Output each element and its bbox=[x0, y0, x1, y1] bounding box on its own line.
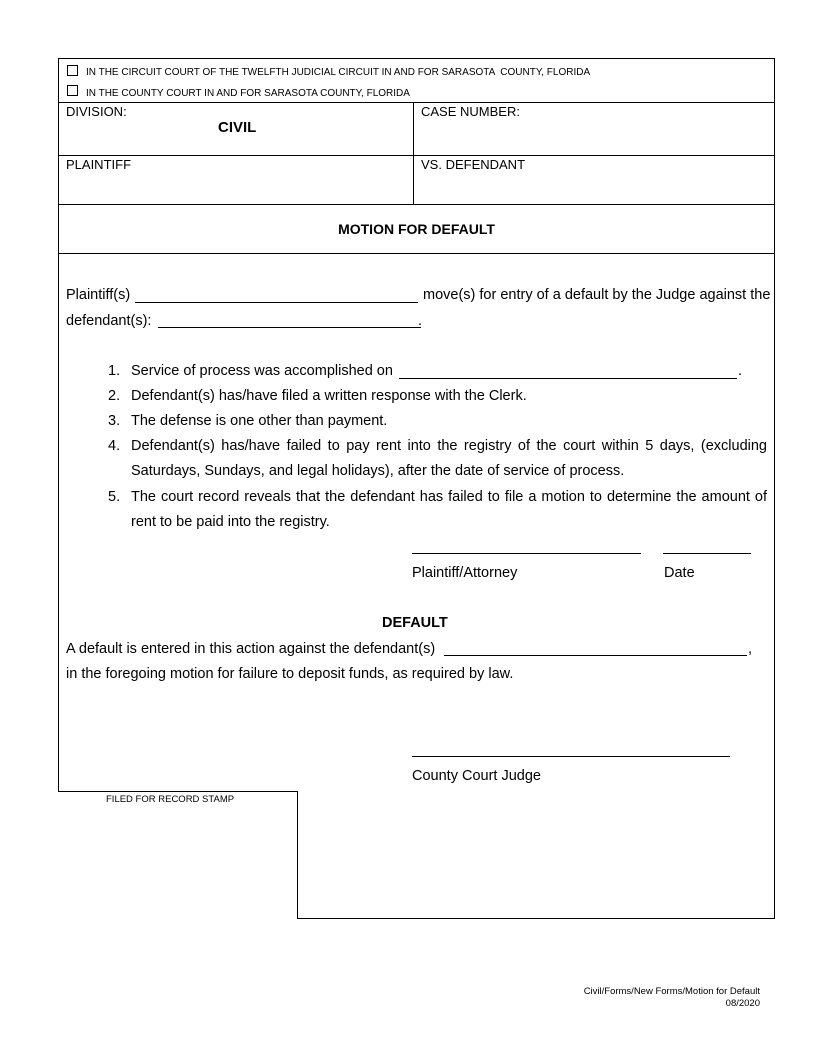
frame-left bbox=[58, 58, 59, 792]
division-label: DIVISION: bbox=[66, 104, 127, 119]
default-line-2: in the foregoing motion for failure to deposit funds, as required by law. bbox=[66, 666, 514, 682]
header-divider-1 bbox=[58, 102, 775, 103]
defendant-field[interactable] bbox=[414, 174, 774, 203]
header-divider-2 bbox=[58, 155, 775, 156]
attorney-label: Plaintiff/Attorney bbox=[412, 565, 518, 581]
date-signature-line[interactable] bbox=[663, 553, 751, 554]
page-title: MOTION FOR DEFAULT bbox=[338, 221, 495, 237]
service-date-field[interactable] bbox=[399, 378, 737, 379]
judge-signature-line[interactable] bbox=[412, 756, 730, 757]
stamp-top bbox=[58, 791, 298, 792]
item-1-text: Service of process was accomplished on bbox=[131, 363, 393, 379]
item-number-1: 1. bbox=[108, 363, 121, 379]
item-3-text: The defense is one other than payment. bbox=[131, 413, 388, 429]
item-number-2: 2. bbox=[108, 388, 121, 404]
frame-right bbox=[774, 58, 775, 919]
item-4-line-1: Defendant(s) has/have failed to pay rent into the registry of the court within 5 days, (excluding bbox=[131, 438, 767, 454]
defendants-name-field[interactable] bbox=[158, 327, 421, 328]
default-defendants-field[interactable] bbox=[444, 655, 747, 656]
stamp-right bbox=[297, 791, 298, 919]
circuit-court-label: IN THE CIRCUIT COURT OF THE TWELFTH JUDICIAL CIRCUIT IN AND FOR SARASOTA COUNTY, FLORIDA bbox=[86, 67, 591, 78]
item-1-end: . bbox=[738, 363, 743, 379]
footer-path: Civil/Forms/New Forms/Motion for Default bbox=[583, 986, 760, 997]
default-line-1: A default is entered in this action against the defendant(s) bbox=[66, 641, 436, 657]
item-number-5: 5. bbox=[108, 489, 121, 505]
defendant-label: VS. DEFENDANT bbox=[421, 157, 526, 172]
plaintiff-label: PLAINTIFF bbox=[66, 157, 132, 172]
defendants-end-period: . bbox=[418, 313, 423, 329]
move-text: move(s) for entry of a default by the Judge against the bbox=[423, 287, 771, 303]
item-5-line-2: rent to be paid into the registry. bbox=[131, 514, 330, 530]
division-value: CIVIL bbox=[218, 119, 257, 136]
county-court-label: IN THE COUNTY COURT IN AND FOR SARASOTA COUNTY, FLORIDA bbox=[86, 88, 410, 99]
date-label: Date bbox=[664, 565, 695, 581]
plaintiffs-name-field[interactable] bbox=[135, 302, 418, 303]
case-number-label: CASE NUMBER: bbox=[421, 104, 520, 119]
default-heading: DEFAULT bbox=[382, 615, 448, 631]
header-divider-3 bbox=[58, 204, 775, 205]
header-divider-4 bbox=[58, 253, 775, 254]
item-5-line-1: The court record reveals that the defendant has failed to file a motion to determine the amount of bbox=[131, 489, 767, 505]
case-number-field[interactable] bbox=[414, 122, 774, 154]
default-line-1-end: , bbox=[748, 641, 753, 657]
item-2-text: Defendant(s) has/have filed a written response with the Clerk. bbox=[131, 388, 527, 404]
attorney-signature-line[interactable] bbox=[412, 553, 641, 554]
footer-date: 08/2020 bbox=[725, 998, 760, 1009]
item-number-3: 3. bbox=[108, 413, 121, 429]
item-number-4: 4. bbox=[108, 438, 121, 454]
county-court-checkbox[interactable] bbox=[67, 85, 78, 96]
plaintiff-field[interactable] bbox=[59, 174, 412, 203]
item-4-line-2: Saturdays, Sundays, and legal holidays), after the date of service of process. bbox=[131, 463, 625, 479]
judge-label: County Court Judge bbox=[412, 768, 541, 784]
circuit-court-checkbox[interactable] bbox=[67, 65, 78, 76]
plaintiffs-label: Plaintiff(s) bbox=[66, 287, 131, 303]
frame-bottom bbox=[297, 918, 775, 919]
record-stamp-label: FILED FOR RECORD STAMP bbox=[106, 794, 235, 805]
frame-top bbox=[58, 58, 775, 59]
defendants-label: defendant(s): bbox=[66, 313, 152, 329]
